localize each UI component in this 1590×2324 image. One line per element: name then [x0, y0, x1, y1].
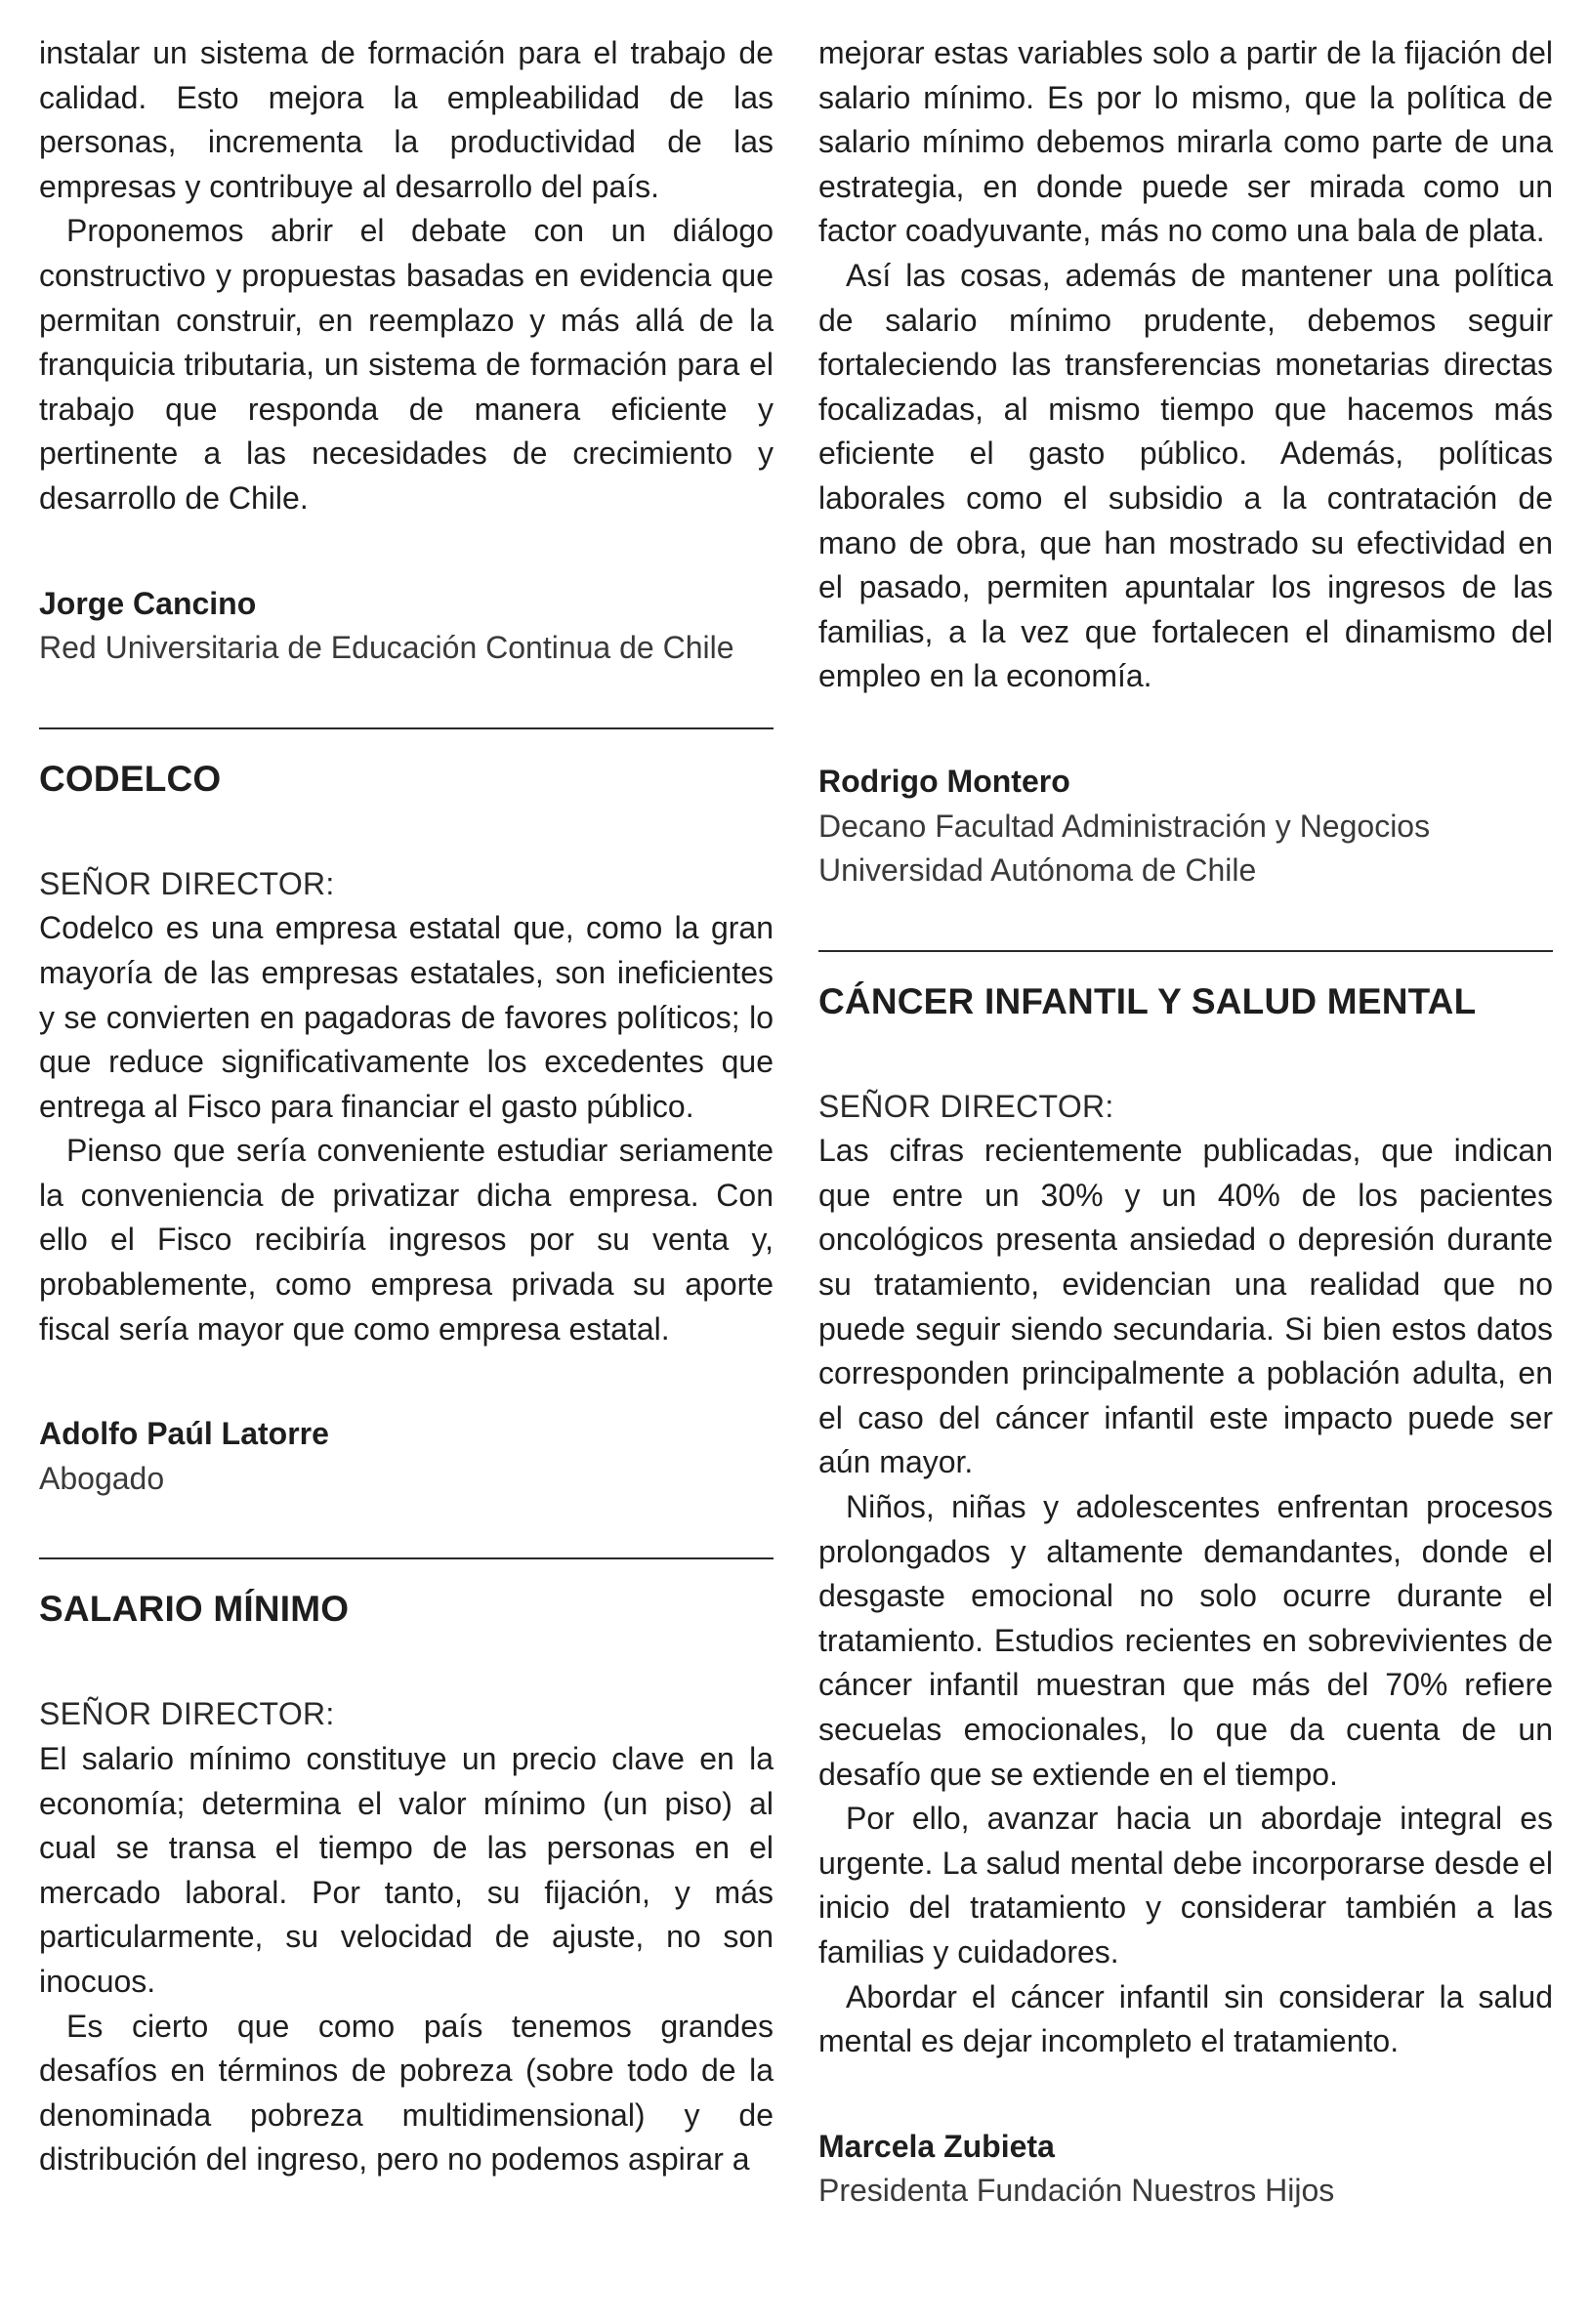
signature-role: Decano Facultad Administración y Negocios	[818, 808, 1431, 844]
signature-name: Adolfo Paúl Latorre	[39, 1416, 329, 1452]
salutation: SEÑOR DIRECTOR:	[39, 865, 335, 901]
signature-role: Red Universitaria de Educación Continua de Chile	[39, 630, 734, 666]
body-paragraph: Por ello, avanzar hacia un abordaje integral es urgente. La salud mental debe incorporarse desde el inicio del tratamiento y considerar también a las familias y cuidadores.	[818, 1801, 1553, 1970]
body-paragraph: Abordar el cáncer infantil sin considerar la salud mental es dejar incompleto el tratamiento.	[818, 1978, 1553, 2059]
letter-title: CODELCO	[39, 758, 222, 799]
signature-name: Jorge Cancino	[39, 585, 257, 621]
left-column	[39, 31, 774, 2182]
signature-block	[818, 760, 1553, 893]
letter-cancer-infantil	[818, 979, 1553, 2214]
letter-codelco	[39, 757, 774, 1502]
body-paragraph: Niños, niñas y adolescentes enfrentan procesos prolongados y altamente demandantes, donde el desgaste emocional no solo ocurre durante el tratamiento. Estudios recientes en sobrevivientes de cáncer infantil muestran que más del 70% refiere secuelas emocionales, lo que da cuenta de un desafío que se extiende en el tiempo.	[818, 1489, 1553, 1792]
letter-title: CÁNCER INFANTIL Y SALUD MENTAL	[818, 980, 1477, 1021]
body-paragraph: Proponemos abrir el debate con un diálogo constructivo y propuestas basadas en evidencia que permitan construir, en reemplazo y más allá de la franquicia tributaria, un sistema de formación para el trabajo que responda de manera eficiente y pertinente a las necesidades de crecimiento y desarrollo de Chile.	[39, 213, 774, 516]
signature-role: Presidenta Fundación Nuestros Hijos	[818, 2173, 1335, 2209]
letter-title: SALARIO MÍNIMO	[39, 1589, 350, 1630]
body-paragraph: El salario mínimo constituye un precio clave en la economía; determina el valor mínimo (un piso) al cual se transa el tiempo de las personas en el mercado laboral. Por tanto, su fijación, y más particularmente, su velocidad de ajuste, no son inocuos.	[39, 1741, 774, 1999]
body-paragraph: Las cifras recientemente publicadas, que indican que entre un 30% y un 40% de los pacientes oncológicos presenta ansiedad o depresión durante su tratamiento, evidencian una realidad que no puede seguir siendo secundaria. Si bien estos datos corresponden principalmente a población adulta, en el caso del cáncer infantil este impacto puede ser aún mayor.	[818, 1133, 1553, 1480]
signature-name: Marcela Zubieta	[818, 2128, 1055, 2164]
section-divider	[39, 1557, 774, 1559]
salutation: SEÑOR DIRECTOR:	[39, 1696, 335, 1732]
signature-block	[818, 2125, 1553, 2214]
signature-block	[39, 582, 774, 671]
signature-role: Universidad Autónoma de Chile	[818, 852, 1257, 889]
body-paragraph: Pienso que sería conveniente estudiar seriamente la conveniencia de privatizar dicha empresa. Con ello el Fisco recibiría ingresos por su venta y, probablemente, como empresa privada su aporte fiscal sería mayor que como empresa estatal.	[39, 1133, 774, 1347]
section-divider	[818, 950, 1553, 952]
signature-name: Rodrigo Montero	[818, 763, 1070, 799]
body-paragraph: instalar un sistema de formación para el trabajo de calidad. Esto mejora la empleabilidad de las personas, incrementa la productividad de las empresas y contribuye al desarrollo del país.	[39, 35, 774, 204]
body-paragraph: mejorar estas variables solo a partir de la fijación del salario mínimo. Es por lo mismo, que la política de salario mínimo debemos mirarla como parte de una estrategia, en donde puede ser mirada como un factor coadyuvante, más no como una bala de plata.	[818, 35, 1553, 249]
letter-salario-minimo-continuation	[818, 31, 1553, 893]
right-column	[818, 31, 1553, 2214]
body-paragraph: Así las cosas, además de mantener una política de salario mínimo prudente, debemos seguir fortaleciendo las transferencias monetarias directas focalizadas, al mismo tiempo que hacemos más eficiente el gasto público. Además, políticas laborales como el subsidio a la contratación de mano de obra, que han mostrado su efectividad en el pasado, permiten apuntalar los ingresos de las familias, a la vez que fortalecen el dinamismo del empleo en la economía.	[818, 257, 1553, 694]
salutation: SEÑOR DIRECTOR:	[818, 1088, 1114, 1124]
letter-formacion-continuation	[39, 31, 774, 671]
letter-salario-minimo	[39, 1587, 774, 2182]
signature-block	[39, 1412, 774, 1501]
section-divider	[39, 727, 774, 729]
signature-role: Abogado	[39, 1460, 165, 1496]
body-paragraph: Es cierto que como país tenemos grandes desafíos en términos de pobreza (sobre todo de la denominada pobreza multidimensional) y de distribución del ingreso, pero no podemos aspirar a	[39, 2008, 774, 2178]
body-paragraph: Codelco es una empresa estatal que, como la gran mayoría de las empresas estatales, son ineficientes y se convierten en pagadoras de favores políticos; lo que reduce significativamente los excedentes que entrega al Fisco para financiar el gasto público.	[39, 910, 774, 1124]
